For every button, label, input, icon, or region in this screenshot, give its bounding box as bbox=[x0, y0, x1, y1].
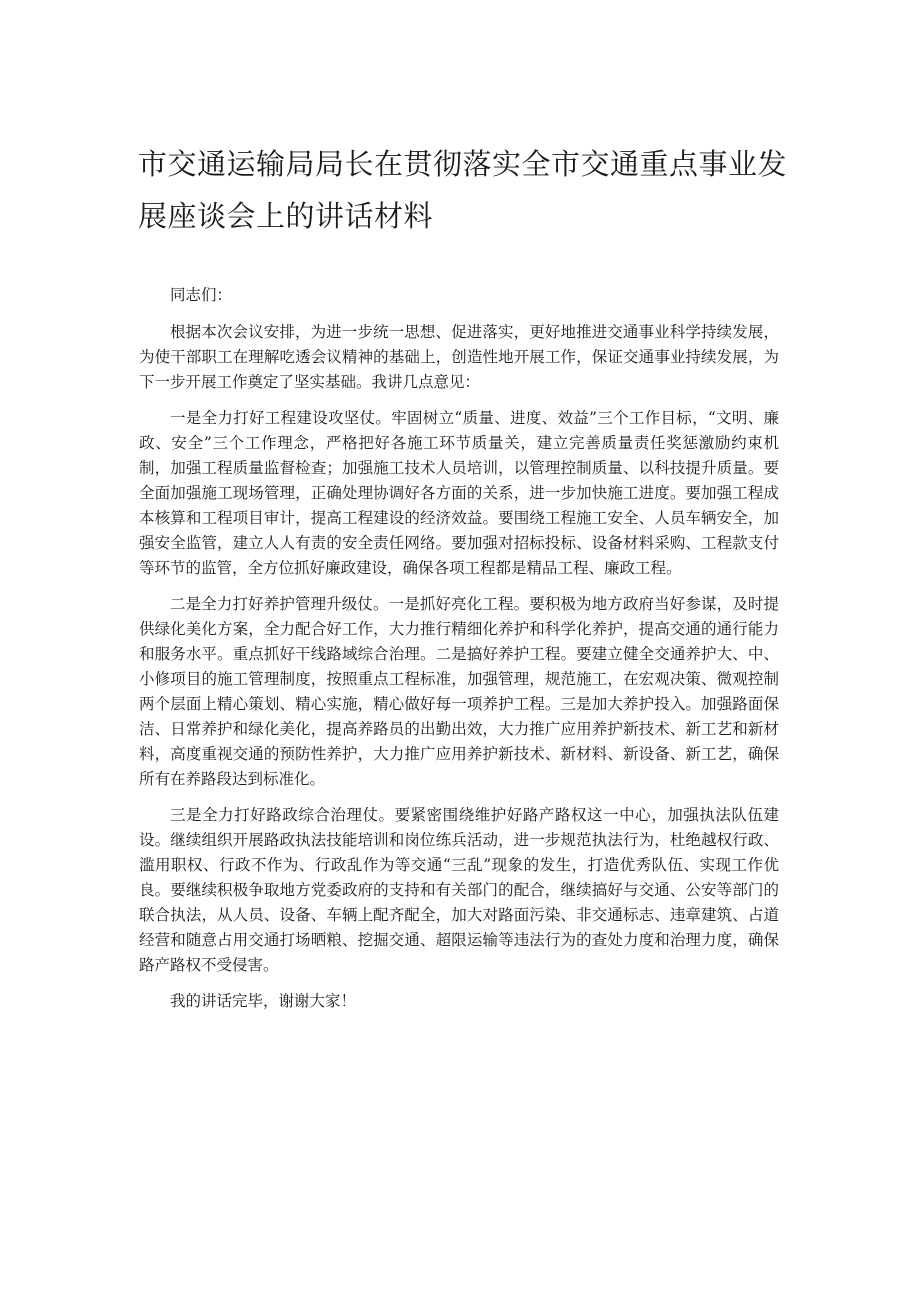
paragraph-maintenance: 二是全力打好养护管理升级仗。一是抓好亮化工程。要积极为地方政府当好参谋，及时提供绿化美化方案，全力配合好工作，大力推行精细化养护和科学化养护，提高交通的通行能力和服务水平。重点抓好干线路域综合治理。二是搞好养护工程。要建立健全交通养护大、中、小修项目的施工管理制度，按照重点工程标准，加强管理，规范施工，在宏观决策、微观控制两个层面上精心策划、精心实施，精心做好每一项养护工程。三是加大养护投入。加强路面保洁、日常养护和绿化美化，提高养路员的出勤出效，大力推广应用养护新技术、新工艺和新材料，高度重视交通的预防性养护，大力推广应用养护新技术、新材料、新设备、新工艺，确保所有在养路段达到标准化。 bbox=[139, 595, 779, 788]
document-body bbox=[139, 283, 779, 1025]
paragraph-engineering: 一是全力打好工程建设攻坚仗。牢固树立“质量、进度、效益”三个工作目标，“文明、廉政、安全”三个工作理念，严格把好各施工环节质量关，建立完善质量责任奖惩激励约束机制，加强工程质量监督检查；加强施工技术人员培训，以管理控制质量、以科技提升质量。要全面加强施工现场管理，正确处理协调好各方面的关系，进一步加快施工进度。要加强工程成本核算和工程项目审计，提高工程建设的经济效益。要围绕工程施工安全、人员车辆安全，加强安全监管，建立人人有责的安全责任网络。要加强对招标投标、设备材料采购、工程款支付等环节的监管，全方位抓好廉政建设，确保各项工程都是精品工程、廉政工程。 bbox=[139, 409, 779, 577]
salutation: 同志们： bbox=[170, 286, 233, 304]
paragraph-road-administration: 三是全力打好路政综合治理仗。要紧密围绕维护好路产路权这一中心，加强执法队伍建设。继续组织开展路政执法技能培训和岗位练兵活动，进一步规范执法行为，杜绝越权行政、滥用职权、行政不作为、行政乱作为等交通“三乱”现象的发生，打造优秀队伍、实现工作优良。要继续积极争取地方党委政府的支持和有关部门的配合，继续搞好与交通、公安等部门的联合执法，从人员、设备、车辆上配齐配全，加大对路面污染、非交通标志、违章建筑、占道经营和随意占用交通打场晒粮、挖掘交通、超限运输等违法行为的查处力度和治理力度，确保路产路权不受侵害。 bbox=[139, 806, 779, 974]
paragraph-intro: 根据本次会议安排，为进一步统一思想、促进落实，更好地推进交通事业科学持续发展，为使干部职工在理解吃透会议精神的基础上，创造性地开展工作，保证交通事业持续发展，为下一步开展工作奠定了坚实基础。我讲几点意见： bbox=[139, 323, 779, 391]
paragraph-closing: 我的讲话完毕，谢谢大家！ bbox=[170, 992, 357, 1010]
document-title: 市交通运输局局长在贯彻落实全市交通重点事业发展座谈会上的讲话材料 bbox=[138, 147, 788, 233]
